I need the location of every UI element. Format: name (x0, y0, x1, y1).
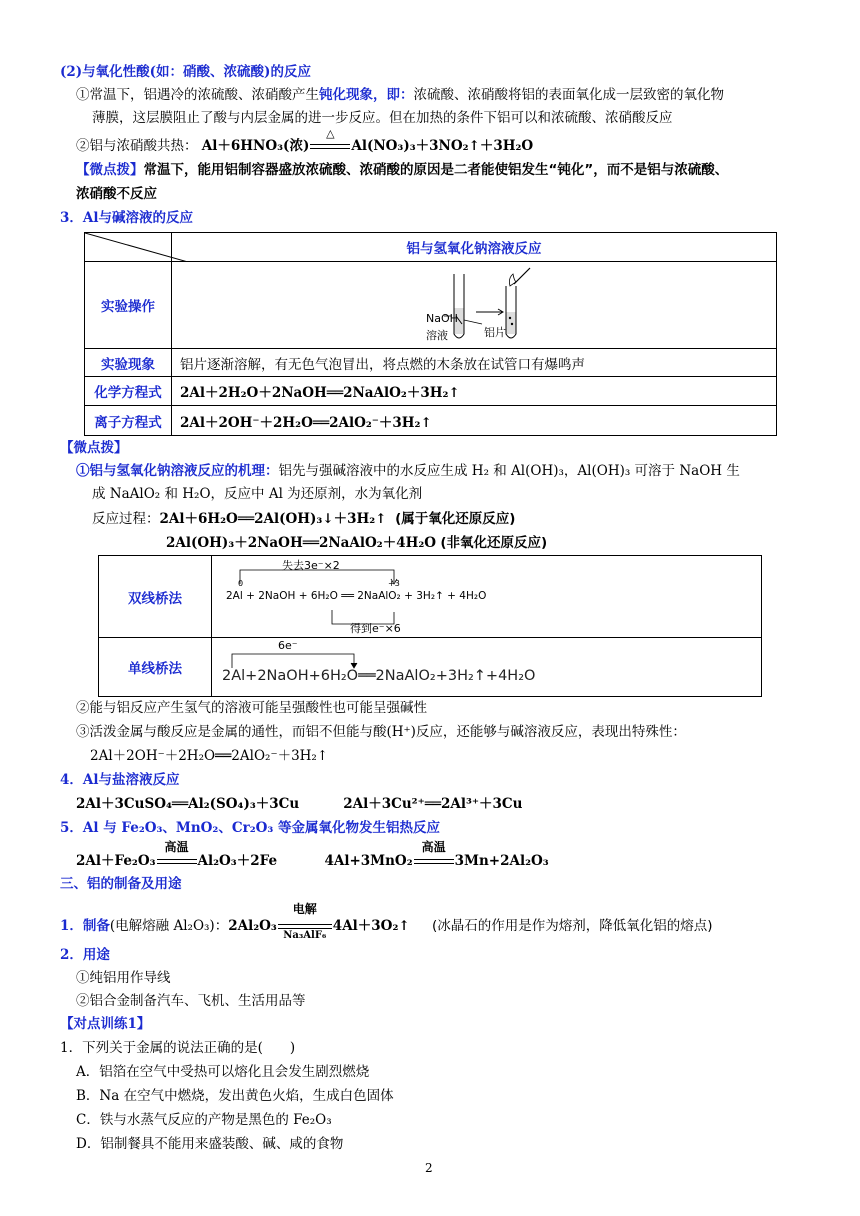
diagonal-cell (85, 233, 172, 262)
note: (非氧化还原反应) (440, 535, 548, 551)
condition-label: 高温 (421, 840, 446, 854)
prep-remark: (冰晶石的作用是作为熔剂，降低氧化铝的熔点) (431, 918, 713, 934)
tip-2-point-3-equation: 2Al＋2OH⁻＋2H₂O══2AlO₂⁻＋3H₂↑ (90, 748, 329, 764)
paragraph-passivation (76, 85, 724, 105)
condition-bottom: Na₃AlF₆ (283, 930, 327, 941)
table-header: 铝与氢氧化钠溶液反应 (172, 233, 777, 262)
note: (属于氧化还原反应) (395, 511, 516, 527)
equation-1: 2Al＋3CuSO₄══Al₂(SO₄)₃＋3Cu (76, 796, 300, 812)
row-label-double-bridge: 双线桥法 (99, 556, 212, 638)
electrolysis-arrow (277, 902, 333, 941)
row-label-phenomenon: 实验现象 (85, 349, 172, 377)
use-item-2: ②铝合金制备汽车、飞机、生活用品等 (76, 993, 306, 1009)
tip-2-mechanism (76, 461, 740, 481)
tip-1-cont: 浓硝酸不反应 (76, 186, 157, 202)
text: 反应过程： (92, 511, 160, 527)
experiment-figure-cell (172, 262, 777, 349)
eq1-left: 2Al＋Fe₂O₃ (76, 853, 156, 869)
row-label-chemical-equation: 化学方程式 (85, 377, 172, 406)
eq2-right: 3Mn+2Al₂O₃ (454, 853, 549, 869)
equation-hno3 (76, 127, 534, 156)
electron-transfer-table (98, 555, 762, 697)
thermite-equations (76, 840, 549, 871)
lose-electrons-label: 失去3e⁻×2 (282, 559, 340, 572)
chemical-equation-value: 2Al＋2H₂O＋2NaOH══2NaAlO₂＋3H₂↑ (172, 377, 777, 406)
use-item-1: ①纯铝用作导线 (76, 970, 171, 986)
equation: 2Al＋6H₂O══2Al(OH)₃↓＋3H₂↑ (159, 511, 387, 527)
reaction-table (84, 232, 777, 436)
row-label-operation: 实验操作 (85, 262, 172, 349)
prep-note: (电解熔融 Al₂O₃)： (109, 918, 229, 934)
condition-arrow (413, 840, 455, 871)
tip-2-mechanism-cont: 成 NaAlO₂ 和 H₂O，反应中 Al 为还原剂，水为氧化剂 (92, 486, 423, 502)
condition-arrow (309, 127, 351, 156)
single-bridge-cell (212, 638, 762, 697)
section-three-title: 三、铝的制备及用途 (60, 876, 182, 892)
oxidation-state-0: 0 (238, 579, 244, 588)
double-line (414, 859, 454, 864)
section-4-title: 4．Al与盐溶液反应 (60, 772, 180, 788)
use-title: 2．用途 (60, 947, 110, 963)
section-2-title: (2)与氧化性酸(如：硝酸、浓硫酸)的反应 (60, 64, 311, 80)
diagonal-line (85, 233, 188, 262)
practice-label: 【对点训练1】 (60, 1016, 151, 1032)
equation-left: Al＋6HNO₃(浓) (201, 138, 310, 154)
label-naoh: NaOH (426, 312, 458, 325)
row-label-ionic-equation: 离子方程式 (85, 406, 172, 436)
salt-equations (76, 794, 522, 814)
label-solution: 溶液 (426, 329, 448, 342)
text: 浓硫酸、浓硝酸将铝的表面氧化成一层致密的氧化物 (413, 87, 724, 103)
electron-count-label: 6e⁻ (278, 639, 298, 652)
page-number: 2 (425, 1161, 433, 1175)
option-a: A．铝箔在空气中受热可以熔化且会发生剧烈燃烧 (76, 1064, 370, 1080)
condition-top: 电解 (292, 902, 317, 916)
prep-eq-left: 2Al₂O₃ (228, 918, 277, 934)
eq2-left: 4Al+3MnO₂ (324, 853, 413, 869)
question-1-stem: 1．下列关于金属的说法正确的是( ) (60, 1040, 296, 1056)
paragraph-passivation-cont: 薄膜，这层膜阻止了酸与内层金属的进一步反应。但在加热的条件下铝可以和浓硫酸、浓硝酸反应 (92, 110, 673, 126)
preparation-line (60, 902, 713, 941)
eq1-right: Al₂O₃＋2Fe (197, 853, 278, 869)
heat-symbol: △ (326, 127, 335, 140)
double-bridge-equation: 2Al + 2NaOH + 6H₂O ══ 2NaAlO₂ + 3H₂↑ + 4H₂O (226, 590, 487, 602)
tip-1 (76, 160, 728, 180)
double-bridge-cell (212, 556, 762, 638)
equation-right: Al(NO₃)₃＋3NO₂↑＋3H₂O (351, 138, 534, 154)
section-5-title: 5．Al 与 Fe₂O₃、MnO₂、Cr₂O₃ 等金属氧化物发生铝热反应 (60, 820, 440, 836)
text: 铝先与强碱溶液中的水反应生成 H₂ 和 Al(OH)₃，Al(OH)₃ 可溶于 NaOH 生 (278, 463, 740, 479)
ionic-equation-value: 2Al＋2OH⁻＋2H₂O══2AlO₂⁻＋3H₂↑ (172, 406, 777, 436)
section-3-title: 3．Al与碱溶液的反应 (60, 210, 193, 226)
double-line (310, 144, 350, 149)
equation: 2Al(OH)₃＋2NaOH══2NaAlO₂＋4H₂O (166, 535, 437, 551)
label-aluminum-sheet: 铝片 (484, 326, 506, 339)
condition-arrow (156, 840, 198, 871)
tip-label: 【微点拨】 (76, 162, 144, 178)
tip-2-point-2: ②能与铝反应产生氢气的溶液可能呈强酸性也可能呈强碱性 (76, 700, 427, 716)
gain-electrons-label: 得到e⁻×6 (350, 622, 401, 635)
row-label-single-bridge: 单线桥法 (99, 638, 212, 697)
tip-2-point-3: ③活泼金属与酸反应是金属的通性，而铝不但能与酸(H⁺)反应，还能够与碱溶液反应，表现出特殊性： (76, 724, 686, 740)
mechanism-title: ①铝与氢氧化钠溶液反应的机理： (76, 463, 279, 479)
prep-eq-right: 4Al＋3O₂↑ (332, 918, 410, 934)
tip-text: 常温下，能用铝制容器盛放浓硫酸、浓硝酸的原因是二者能使铝发生“钝化”，而不是铝与浓硫酸、 (143, 162, 729, 178)
double-line (157, 859, 197, 864)
reaction-process-1 (92, 509, 515, 529)
text: ①常温下，铝遇冷的浓硫酸、浓硝酸产生 (76, 87, 319, 103)
option-b: B．Na 在空气中燃烧，发出黄色火焰，生成白色固体 (76, 1088, 394, 1104)
oxidation-state-plus3: +3 (388, 579, 400, 588)
text: ②铝与浓硝酸共热： (76, 138, 198, 154)
option-d: D．铝制餐具不能用来盛装酸、碱、咸的食物 (76, 1136, 344, 1152)
reaction-process-2 (166, 533, 547, 553)
tip-2-label: 【微点拨】 (60, 440, 128, 456)
equation-2: 2Al＋3Cu²⁺══2Al³⁺＋3Cu (343, 796, 523, 812)
keyword-passivation: 钝化现象，即： (319, 87, 414, 103)
condition-label: 高温 (164, 840, 189, 854)
single-bridge-equation: 2Al+2NaOH+6H₂O══2NaAlO₂+3H₂↑+4H₂O (222, 668, 536, 684)
phenomenon-value: 铝片逐渐溶解，有无色气泡冒出，将点燃的木条放在试管口有爆鸣声 (172, 349, 777, 377)
prep-label: 1．制备 (60, 918, 110, 934)
option-c: C．铁与水蒸气反应的产物是黑色的 Fe₂O₃ (76, 1112, 332, 1128)
